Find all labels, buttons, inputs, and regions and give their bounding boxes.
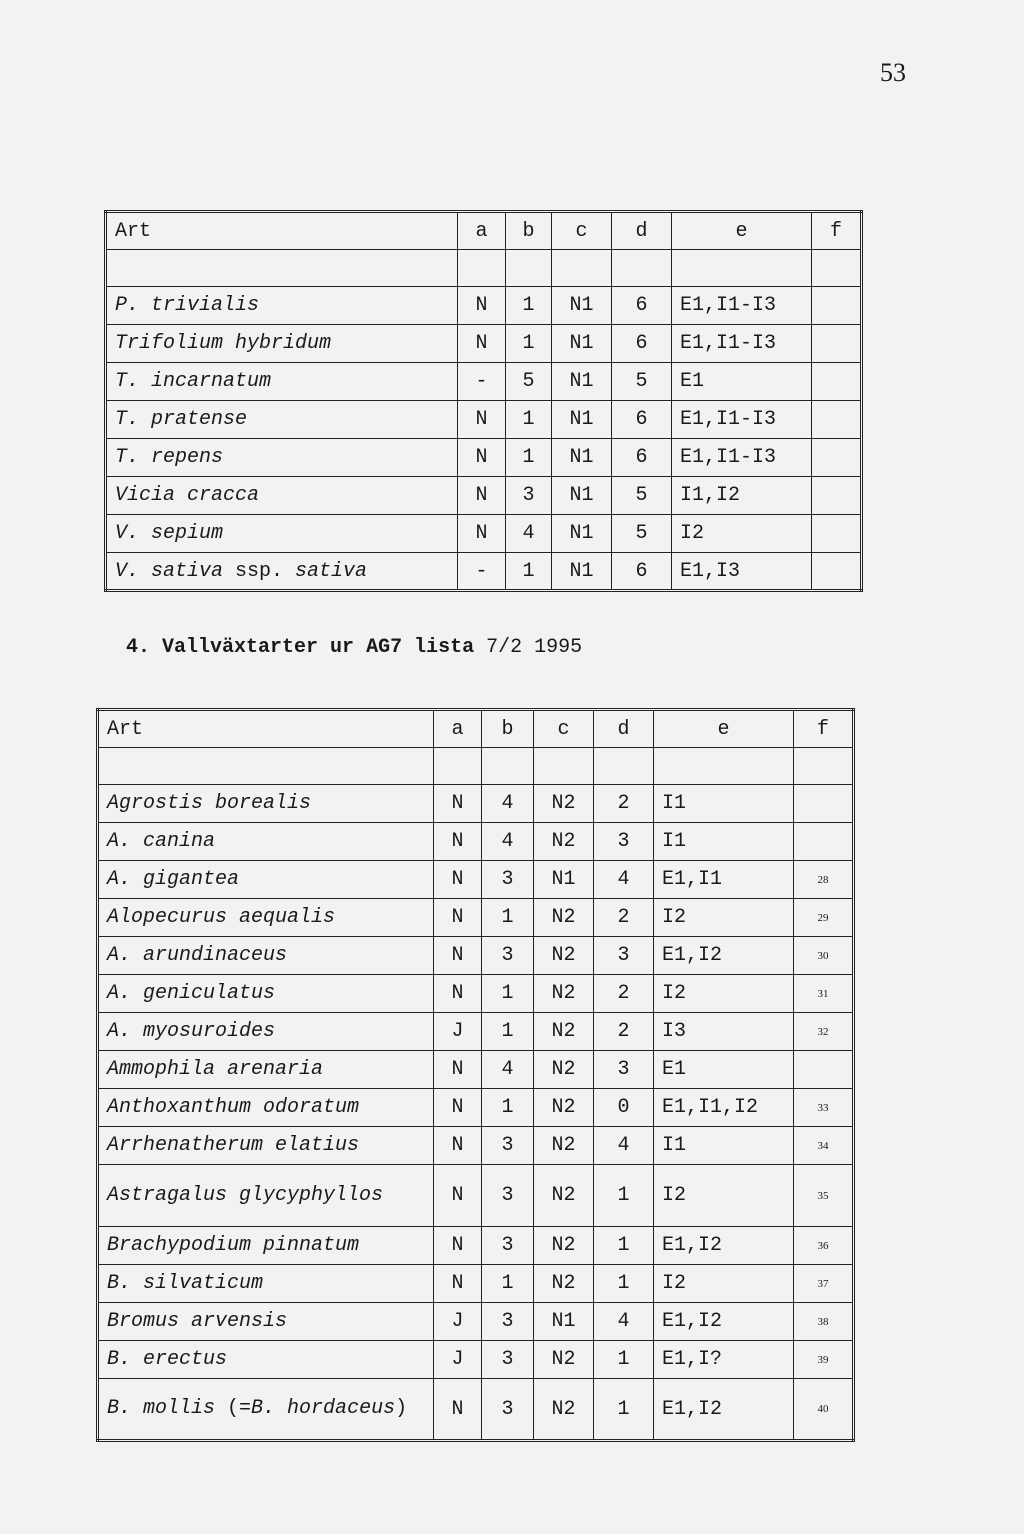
cell-d: 6 xyxy=(612,287,672,325)
species-name-cell: Vicia cracca xyxy=(106,477,458,515)
cell-b: 1 xyxy=(482,899,534,937)
cell-b: 3 xyxy=(482,1127,534,1165)
cell-e: I2 xyxy=(654,1265,794,1303)
cell-c: N2 xyxy=(534,1341,594,1379)
cell-b: 1 xyxy=(482,1089,534,1127)
cell-b: 1 xyxy=(506,287,552,325)
footnote-ref-cell: 31 xyxy=(794,975,854,1013)
table-row xyxy=(98,1013,854,1051)
col-header-art: Art xyxy=(98,710,434,748)
cell-e: E1 xyxy=(654,1051,794,1089)
footnote-ref-cell: 36 xyxy=(794,1227,854,1265)
species-qualifier-close: ) xyxy=(395,1397,408,1420)
footnote-ref-cell xyxy=(812,515,862,553)
cell-c: N2 xyxy=(534,975,594,1013)
cell-c: N1 xyxy=(552,439,612,477)
cell-d: 5 xyxy=(612,477,672,515)
cell-a: N xyxy=(458,401,506,439)
cell-a: N xyxy=(434,785,482,823)
species-name-cell: B. erectus xyxy=(98,1341,434,1379)
table-spacer-row xyxy=(98,748,854,785)
cell-a: N xyxy=(434,1265,482,1303)
footnote-ref-cell: 37 xyxy=(794,1265,854,1303)
cell-c: N2 xyxy=(534,1051,594,1089)
species-name-cell: V. sepium xyxy=(106,515,458,553)
caption-title: Vallväxtarter ur AG7 lista xyxy=(162,636,475,659)
species-name-cell: Astragalus glycyphyllos xyxy=(98,1165,434,1227)
cell-c: N2 xyxy=(534,1165,594,1227)
table-row xyxy=(98,1341,854,1379)
cell-a: N xyxy=(458,287,506,325)
col-header-e: e xyxy=(672,212,812,250)
species-name-cell: Trifolium hybridum xyxy=(106,325,458,363)
species-subname: sativa xyxy=(295,559,368,583)
cell-b: 3 xyxy=(482,1165,534,1227)
cell-d: 5 xyxy=(612,363,672,401)
cell-c: N2 xyxy=(534,785,594,823)
cell-e: E1,I2 xyxy=(654,1303,794,1341)
cell-e: E1,I1-I3 xyxy=(672,401,812,439)
table-row xyxy=(106,439,862,477)
cell-c: N2 xyxy=(534,1013,594,1051)
cell-d: 2 xyxy=(594,899,654,937)
species-name-cell xyxy=(106,553,458,591)
cell-e: E1,I2 xyxy=(654,937,794,975)
table-row xyxy=(98,1089,854,1127)
cell-e: I1 xyxy=(654,1127,794,1165)
cell-e: I2 xyxy=(672,515,812,553)
cell-d: 6 xyxy=(612,401,672,439)
species-qualifier: (= xyxy=(215,1397,252,1420)
col-header-b: b xyxy=(482,710,534,748)
table-row xyxy=(98,1227,854,1265)
footnote-ref-cell xyxy=(794,785,854,823)
table-row xyxy=(106,477,862,515)
cell-d: 6 xyxy=(612,553,672,591)
table-row xyxy=(98,823,854,861)
cell-b: 3 xyxy=(482,1227,534,1265)
cell-a: N xyxy=(458,515,506,553)
table-row xyxy=(98,975,854,1013)
cell-d: 6 xyxy=(612,325,672,363)
footnote-ref-cell xyxy=(812,401,862,439)
table-row xyxy=(106,401,862,439)
species-name-cell: Agrostis borealis xyxy=(98,785,434,823)
cell-d: 4 xyxy=(594,1303,654,1341)
footnote-ref-cell xyxy=(812,287,862,325)
table-row xyxy=(98,1127,854,1165)
cell-b: 3 xyxy=(482,1341,534,1379)
table-row xyxy=(98,1303,854,1341)
species-name-cell: A. myosuroides xyxy=(98,1013,434,1051)
cell-c: N2 xyxy=(534,1265,594,1303)
page-number: 53 xyxy=(880,58,906,87)
table-row xyxy=(106,515,862,553)
cell-e: I1 xyxy=(654,823,794,861)
col-header-c: c xyxy=(552,212,612,250)
species-name-cell xyxy=(98,1379,434,1441)
cell-d: 4 xyxy=(594,1127,654,1165)
col-header-c: c xyxy=(534,710,594,748)
cell-a: N xyxy=(434,1165,482,1227)
table-row xyxy=(98,785,854,823)
cell-d: 6 xyxy=(612,439,672,477)
cell-c: N1 xyxy=(552,477,612,515)
cell-e: E1,I3 xyxy=(672,553,812,591)
cell-a: N xyxy=(458,325,506,363)
footnote-ref-cell: 38 xyxy=(794,1303,854,1341)
footnote-ref-cell: 40 xyxy=(794,1379,854,1441)
cell-d: 4 xyxy=(594,861,654,899)
species-table-1 xyxy=(104,210,863,592)
species-name-cell: T. pratense xyxy=(106,401,458,439)
cell-a: N xyxy=(434,899,482,937)
cell-e: I1 xyxy=(654,785,794,823)
cell-c: N1 xyxy=(534,861,594,899)
cell-b: 1 xyxy=(506,325,552,363)
footnote-ref-cell: 35 xyxy=(794,1165,854,1227)
cell-e: E1,I1 xyxy=(654,861,794,899)
cell-e: E1,I1-I3 xyxy=(672,287,812,325)
species-name-cell: T. repens xyxy=(106,439,458,477)
table-row xyxy=(106,363,862,401)
table-spacer-row xyxy=(106,250,862,287)
table-row xyxy=(98,1265,854,1303)
table-row xyxy=(98,1379,854,1441)
col-header-e: e xyxy=(654,710,794,748)
cell-d: 2 xyxy=(594,1013,654,1051)
cell-a: J xyxy=(434,1341,482,1379)
caption-date: 7/2 1995 xyxy=(486,636,583,659)
cell-d: 0 xyxy=(594,1089,654,1127)
cell-c: N2 xyxy=(534,899,594,937)
cell-e: I2 xyxy=(654,975,794,1013)
species-name-cell: P. trivialis xyxy=(106,287,458,325)
footnote-ref-cell: 34 xyxy=(794,1127,854,1165)
cell-c: N2 xyxy=(534,1379,594,1441)
species-subname: B. hordaceus xyxy=(251,1397,396,1420)
species-name-cell: A. arundinaceus xyxy=(98,937,434,975)
cell-c: N1 xyxy=(552,287,612,325)
cell-d: 2 xyxy=(594,785,654,823)
cell-c: N1 xyxy=(552,553,612,591)
cell-b: 1 xyxy=(482,1265,534,1303)
table-row xyxy=(98,1051,854,1089)
table-caption xyxy=(126,636,582,659)
cell-b: 1 xyxy=(482,1013,534,1051)
cell-b: 3 xyxy=(482,1303,534,1341)
cell-d: 1 xyxy=(594,1379,654,1441)
cell-b: 3 xyxy=(482,861,534,899)
cell-e: E1,I1,I2 xyxy=(654,1089,794,1127)
cell-b: 3 xyxy=(506,477,552,515)
table-row xyxy=(106,553,862,591)
cell-c: N2 xyxy=(534,937,594,975)
cell-c: N2 xyxy=(534,1227,594,1265)
col-header-art: Art xyxy=(106,212,458,250)
cell-a: N xyxy=(434,823,482,861)
table-row xyxy=(98,861,854,899)
col-header-a: a xyxy=(458,212,506,250)
cell-d: 1 xyxy=(594,1265,654,1303)
footnote-ref-cell xyxy=(794,823,854,861)
species-name-cell: T. incarnatum xyxy=(106,363,458,401)
cell-a: J xyxy=(434,1013,482,1051)
col-header-a: a xyxy=(434,710,482,748)
cell-b: 4 xyxy=(506,515,552,553)
cell-a: - xyxy=(458,363,506,401)
col-header-b: b xyxy=(506,212,552,250)
cell-a: N xyxy=(458,439,506,477)
species-qualifier: ssp. xyxy=(223,559,296,583)
table-row xyxy=(98,899,854,937)
footnote-ref-cell xyxy=(812,477,862,515)
cell-a: N xyxy=(434,937,482,975)
species-name-cell: A. geniculatus xyxy=(98,975,434,1013)
cell-b: 5 xyxy=(506,363,552,401)
table-row xyxy=(106,325,862,363)
species-name-cell: Bromus arvensis xyxy=(98,1303,434,1341)
species-name-cell: A. canina xyxy=(98,823,434,861)
cell-d: 5 xyxy=(612,515,672,553)
species-name-cell: Alopecurus aequalis xyxy=(98,899,434,937)
cell-e: E1,I2 xyxy=(654,1379,794,1441)
species-name-cell: A. gigantea xyxy=(98,861,434,899)
cell-a: N xyxy=(434,1379,482,1441)
footnote-ref-cell xyxy=(794,1051,854,1089)
footnote-ref-cell: 30 xyxy=(794,937,854,975)
footnote-ref-cell: 32 xyxy=(794,1013,854,1051)
col-header-d: d xyxy=(612,212,672,250)
footnote-ref-cell xyxy=(812,363,862,401)
cell-d: 3 xyxy=(594,937,654,975)
col-header-f: f xyxy=(812,212,862,250)
cell-e: E1 xyxy=(672,363,812,401)
footnote-ref-cell: 29 xyxy=(794,899,854,937)
cell-a: N xyxy=(434,1227,482,1265)
cell-a: N xyxy=(434,1089,482,1127)
cell-b: 1 xyxy=(482,975,534,1013)
cell-a: J xyxy=(434,1303,482,1341)
cell-c: N1 xyxy=(552,363,612,401)
cell-e: I3 xyxy=(654,1013,794,1051)
cell-a: - xyxy=(458,553,506,591)
cell-d: 2 xyxy=(594,975,654,1013)
cell-e: E1,I1-I3 xyxy=(672,439,812,477)
table-row xyxy=(98,937,854,975)
col-header-d: d xyxy=(594,710,654,748)
cell-e: E1,I2 xyxy=(654,1227,794,1265)
cell-d: 1 xyxy=(594,1341,654,1379)
table-row xyxy=(98,1165,854,1227)
species-name: B. mollis xyxy=(107,1397,216,1420)
cell-b: 4 xyxy=(482,785,534,823)
table-header-row xyxy=(106,212,862,250)
table-row xyxy=(106,287,862,325)
cell-d: 1 xyxy=(594,1165,654,1227)
cell-c: N1 xyxy=(552,325,612,363)
cell-d: 3 xyxy=(594,1051,654,1089)
cell-c: N2 xyxy=(534,1089,594,1127)
cell-a: N xyxy=(434,861,482,899)
cell-d: 1 xyxy=(594,1227,654,1265)
footnote-ref-cell: 33 xyxy=(794,1089,854,1127)
table-header-row xyxy=(98,710,854,748)
cell-a: N xyxy=(434,1127,482,1165)
footnote-ref-cell: 39 xyxy=(794,1341,854,1379)
species-table-2 xyxy=(96,708,855,1442)
cell-d: 3 xyxy=(594,823,654,861)
species-name-cell: Anthoxanthum odoratum xyxy=(98,1089,434,1127)
caption-number: 4. xyxy=(126,636,151,659)
species-name-cell: Ammophila arenaria xyxy=(98,1051,434,1089)
footnote-ref-cell xyxy=(812,325,862,363)
species-name-cell: Arrhenatherum elatius xyxy=(98,1127,434,1165)
footnote-ref-cell: 28 xyxy=(794,861,854,899)
cell-e: E1,I1-I3 xyxy=(672,325,812,363)
species-name-cell: B. silvaticum xyxy=(98,1265,434,1303)
cell-b: 1 xyxy=(506,553,552,591)
cell-e: I2 xyxy=(654,899,794,937)
species-name: V. sativa xyxy=(115,559,224,583)
cell-a: N xyxy=(434,975,482,1013)
cell-a: N xyxy=(458,477,506,515)
species-name-cell: Brachypodium pinnatum xyxy=(98,1227,434,1265)
cell-e: E1,I? xyxy=(654,1341,794,1379)
cell-b: 3 xyxy=(482,1379,534,1441)
cell-c: N1 xyxy=(552,401,612,439)
cell-b: 3 xyxy=(482,937,534,975)
cell-b: 4 xyxy=(482,1051,534,1089)
cell-b: 1 xyxy=(506,439,552,477)
cell-c: N1 xyxy=(534,1303,594,1341)
cell-a: N xyxy=(434,1051,482,1089)
footnote-ref-cell xyxy=(812,439,862,477)
col-header-f: f xyxy=(794,710,854,748)
cell-e: I1,I2 xyxy=(672,477,812,515)
cell-b: 1 xyxy=(506,401,552,439)
cell-c: N1 xyxy=(552,515,612,553)
cell-c: N2 xyxy=(534,1127,594,1165)
cell-b: 4 xyxy=(482,823,534,861)
cell-e: I2 xyxy=(654,1165,794,1227)
cell-c: N2 xyxy=(534,823,594,861)
footnote-ref-cell xyxy=(812,553,862,591)
